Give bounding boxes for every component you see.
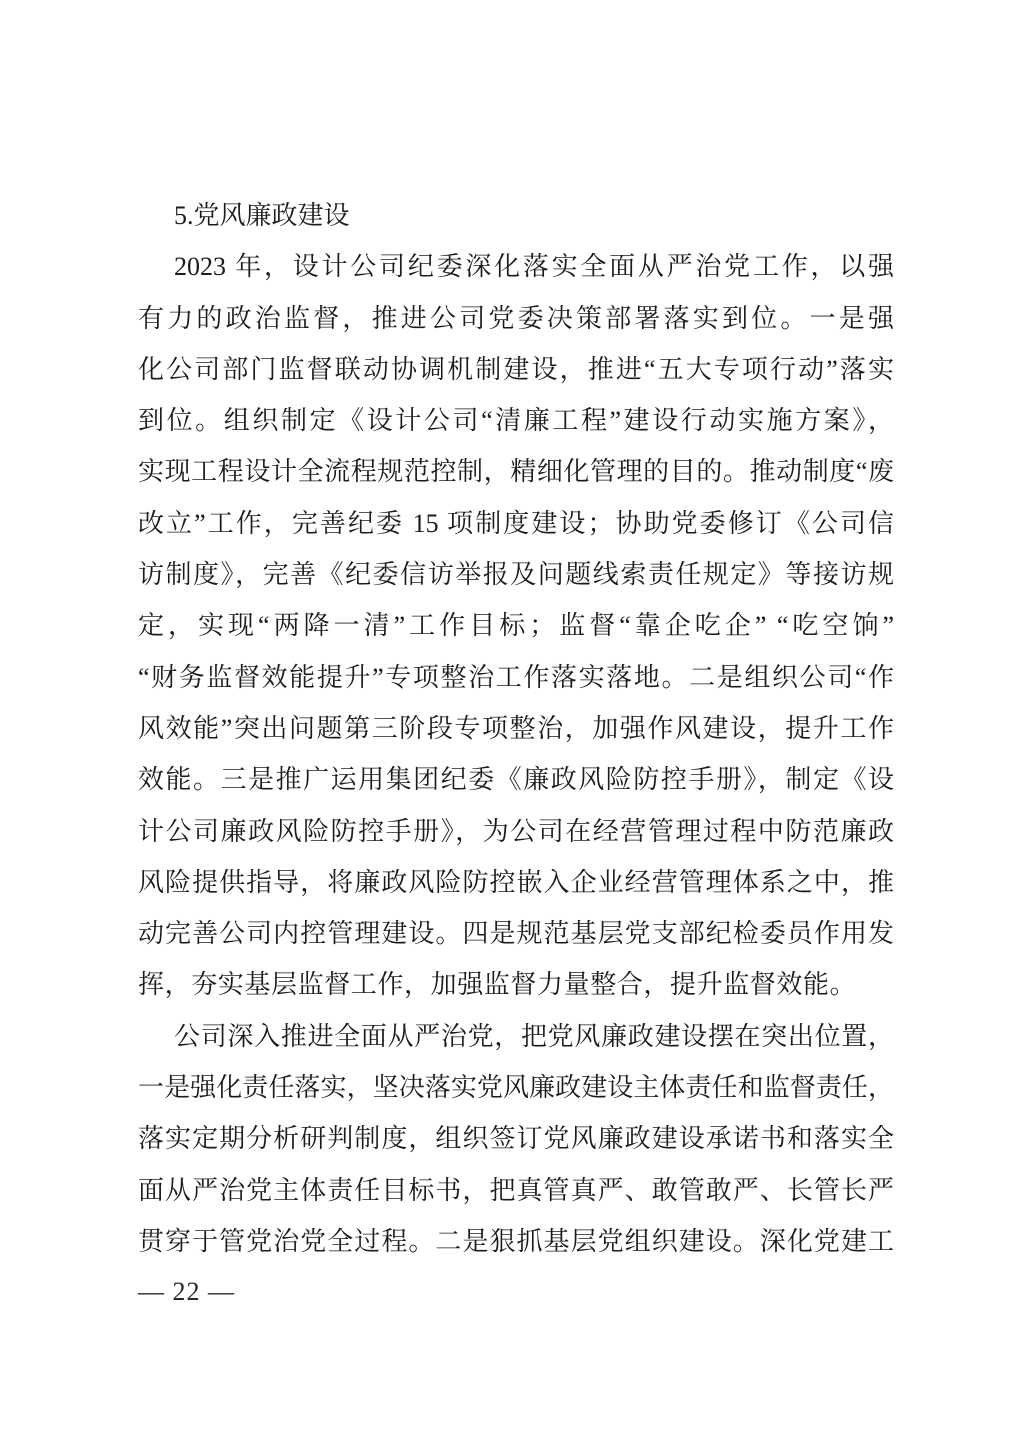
text-line: “财务监督效能提升”专项整治工作落实落地。二是组织公司“作 xyxy=(138,662,894,692)
text-line: 访制度》，完善《纪委信访举报及问题线索责任规定》等接访规 xyxy=(138,560,894,590)
text-line: 落实定期分析研判制度，组织签订党风廉政建设承诺书和落实全 xyxy=(138,1124,894,1154)
text-line: 实现工程设计全流程规范控制，精细化管理的目的。推动制度“废 xyxy=(138,457,894,487)
text-line: 面从严治党主体责任目标书，把真管真严、敢管敢严、长管长严 xyxy=(138,1175,894,1205)
text-line: 公司深入推进全面从严治党，把党风廉政建设摆在突出位置， xyxy=(174,1021,894,1051)
text-line: 效能。三是推广运用集团纪委《廉政风险防控手册》，制定《设 xyxy=(138,765,894,795)
text-line: 动完善公司内控管理建设。四是规范基层党支部纪检委员作用发 xyxy=(138,919,894,949)
text-line: 有力的政治监督，推进公司党委决策部署落实到位。一是强 xyxy=(138,303,894,333)
text-line: 风效能”突出问题第三阶段专项整治，加强作风建设，提升工作 xyxy=(138,713,894,743)
text-line: 计公司廉政风险防控手册》，为公司在经营管理过程中防范廉政 xyxy=(138,816,894,846)
page-number: — 22 — xyxy=(138,1277,235,1306)
text-line: 化公司部门监督联动协调机制建设，推进“五大专项行动”落实 xyxy=(138,354,894,384)
text-line: 贯穿于管党治党全过程。二是狠抓基层党组织建设。深化党建工 xyxy=(138,1226,894,1256)
text-line: 风险提供指导，将廉政风险防控嵌入企业经营管理体系之中，推 xyxy=(138,867,894,897)
text-line: 一是强化责任落实，坚决落实党风廉政建设主体责任和监督责任， xyxy=(138,1073,894,1103)
text-line: 到位。组织制定《设计公司“清廉工程”建设行动实施方案》， xyxy=(138,406,894,436)
text-line: 定，实现“两降一清”工作目标；监督“靠企吃企” “吃空饷” xyxy=(138,611,894,641)
text-line: 改立”工作，完善纪委 15 项制度建设；协助党委修订《公司信 xyxy=(138,508,894,538)
section-heading: 5.党风廉政建设 xyxy=(174,201,350,230)
text-line: 挥，夯实基层监督工作，加强监督力量整合，提升监督效能。 xyxy=(138,970,857,1000)
text-line: 2023 年，设计公司纪委深化落实全面从严治党工作，以强 xyxy=(174,252,894,282)
text-block xyxy=(138,190,894,1267)
